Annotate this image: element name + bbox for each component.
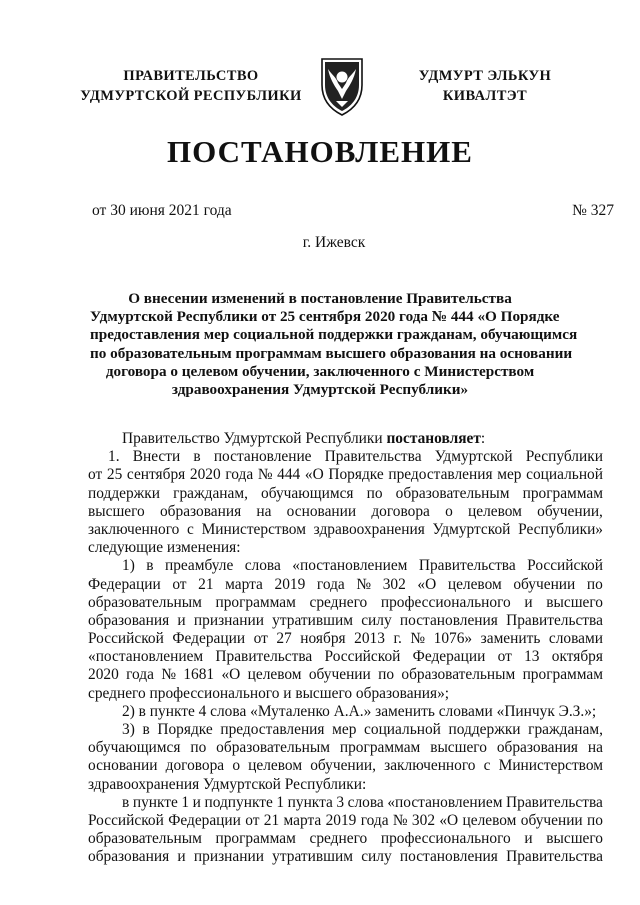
body-word: здравоохранения [313, 520, 425, 538]
body-line [88, 648, 603, 666]
body-word: 1681 [183, 666, 215, 684]
body-word: «постановлением [88, 648, 204, 666]
body-word: утратившим [272, 611, 353, 629]
body-line [88, 794, 603, 812]
body-word: Федерации [88, 575, 161, 593]
body-line [88, 485, 603, 503]
body-word: целевом [248, 757, 303, 775]
body-word: от [497, 648, 512, 666]
body-word: в [146, 557, 154, 575]
body-word: Министерством [201, 520, 306, 538]
body-word: 302 [411, 811, 436, 829]
body-word: основании [286, 502, 357, 520]
body-word: профессионального [380, 830, 511, 848]
body-word: обучении [513, 575, 576, 593]
body-word: 2020 [88, 666, 119, 684]
body-word: целевом [447, 575, 502, 593]
body-word: и [177, 611, 186, 629]
body-word: 2020 [189, 466, 221, 484]
body-word: подпункте [204, 793, 273, 811]
issuer-line-2: УДМУРТСКОЙ РЕСПУБЛИКИ [80, 88, 302, 104]
issuer-name-udmurt [385, 66, 585, 106]
body-word: сентября [126, 466, 186, 484]
body-word: 21 [263, 811, 280, 829]
body-line [88, 739, 603, 757]
body-word: в [122, 793, 130, 811]
body-word: 3 [336, 793, 345, 811]
body-word: года [225, 466, 254, 484]
body-word: программам [522, 666, 603, 684]
body-word: Российской [324, 648, 401, 666]
body-word: и [192, 793, 201, 811]
body-line [88, 666, 603, 684]
body-word: признании [193, 611, 264, 629]
body-word: обучающимся [261, 484, 354, 502]
body-word: Правительства [324, 448, 422, 466]
body-word: Порядке [157, 721, 213, 738]
body-word: Федерации [168, 811, 241, 829]
body-word: образовательным [88, 593, 202, 611]
body-word: Удмуртской [434, 448, 513, 466]
body-word: высшего [430, 739, 487, 757]
body-word: социальной [364, 721, 441, 738]
body-word: мер [332, 721, 357, 738]
preamble-text: Правительство Удмуртской Республики [122, 430, 387, 447]
body-word: обучении [308, 666, 371, 684]
body-word: обучающимся [88, 739, 181, 757]
title-line: по образовательным программам высшего образования на основании [90, 344, 573, 362]
body-word: 13 [524, 648, 540, 666]
body-word: высшего [88, 502, 145, 520]
body-word: предоставления [388, 466, 493, 484]
body-word: Федерации [412, 648, 486, 666]
body-line [88, 594, 603, 612]
body-word: 3) [122, 721, 135, 738]
body-word: пункте [132, 793, 178, 811]
body-word: обучении, [310, 757, 376, 775]
title-line: О внесении изменений в постановление Правительства [128, 290, 512, 307]
body-word: силу [361, 611, 392, 629]
body-word: в [142, 721, 150, 738]
body-word: 1076» [433, 630, 473, 648]
body-word: основании [88, 757, 158, 775]
body-word: 1 [181, 793, 190, 811]
title-line: Удмуртской Республики от 25 сентября 2020 года № 444 «О Порядке [90, 308, 560, 326]
body-line [88, 830, 603, 848]
body-word: пункта [287, 793, 333, 811]
body-word: образования [159, 502, 242, 520]
body-word: 21 [198, 575, 214, 593]
body-line [88, 685, 603, 703]
body-word: обучении [520, 811, 583, 829]
body-word: целевом [247, 666, 302, 684]
body-line [88, 812, 603, 830]
body-word: постановление [213, 448, 312, 466]
body-word: постановления [399, 848, 498, 866]
body-word: ноября [300, 630, 346, 648]
title-line: договора о целевом обучении, заключенного с Министерством [105, 362, 535, 380]
body-word: обучении, [537, 502, 603, 520]
body-word: «О [439, 811, 459, 829]
body-word: «постановлением [387, 793, 503, 811]
body-word: силу [361, 848, 392, 866]
body-line [88, 448, 603, 466]
body-word: слова [347, 793, 384, 811]
body-word: Министерством [498, 757, 603, 775]
preamble-end: : [480, 430, 486, 447]
body-word: года [126, 666, 154, 684]
body-word: образования [496, 739, 579, 757]
body-word: Российской [527, 557, 603, 575]
body-word: октября [551, 648, 603, 666]
body-word: целевом [462, 811, 517, 829]
issuer-udmurt-line-1: УДМУРТ ЭЛЬКУН [418, 68, 552, 84]
body-word: по [366, 484, 383, 502]
body-word: с [187, 520, 194, 538]
body-word: программам [339, 739, 421, 757]
body-word: о [232, 757, 241, 775]
body-word: г. [393, 630, 402, 648]
issuer-udmurt-line-2: КИВАЛТЭТ [442, 88, 528, 104]
body-word: № [392, 811, 408, 829]
body-word: 444 [277, 466, 301, 484]
body-word: договора [165, 757, 225, 775]
body-word: 2019 [325, 811, 357, 829]
document-body [88, 430, 603, 867]
body-word: образовательным [401, 666, 516, 684]
document-date: от 30 июня 2021 года [92, 202, 232, 219]
body-word: Правительства [506, 611, 603, 629]
body-line [88, 776, 603, 794]
body-word: заменить [480, 630, 541, 648]
body-line [88, 721, 603, 739]
body-word: поддержки [448, 721, 521, 738]
body-word: о [445, 502, 453, 520]
body-word: договора [371, 502, 430, 520]
body-word: «О [221, 666, 241, 684]
document-number: № 327 [572, 202, 614, 219]
body-word: Правительства [506, 848, 603, 866]
body-word: № [356, 575, 372, 593]
body-word: марта [225, 575, 263, 593]
body-word: заключенного [384, 757, 476, 775]
body-word: Республики» [518, 520, 603, 538]
body-word: Российской [88, 630, 164, 648]
issuer-name-russian [66, 66, 316, 106]
body-word: от [245, 811, 260, 829]
body-word: 1 [276, 793, 285, 811]
body-word: мер [497, 466, 522, 484]
body-word: и [524, 830, 533, 848]
body-word: признании [193, 848, 264, 866]
body-word: по [586, 575, 603, 593]
body-word: Федерации [172, 630, 246, 648]
body-word: 1. [108, 448, 120, 466]
body-word: словами [548, 630, 603, 648]
body-line [88, 466, 603, 484]
document-type-heading: ПОСТАНОВЛЕНИЕ [167, 134, 473, 169]
body-word: образования [88, 848, 170, 866]
body-word: слова [244, 557, 281, 575]
body-line [88, 557, 603, 575]
body-word: образовательным [88, 830, 202, 848]
body-line-text: здравоохранения Удмуртской Республики: [88, 775, 367, 793]
body-word: Удмуртской [432, 520, 511, 538]
body-word: высшего [546, 593, 603, 611]
body-line [88, 630, 603, 648]
body-line [88, 757, 603, 775]
body-word: заключенного [88, 520, 180, 538]
body-word: предоставления [220, 721, 325, 738]
body-word: социальной [526, 466, 603, 484]
body-word: по [587, 811, 603, 829]
body-word: № [161, 666, 176, 684]
body-word: и [524, 593, 533, 611]
body-line [88, 503, 603, 521]
body-word: программам [215, 593, 296, 611]
body-word: постановления [399, 611, 498, 629]
body-word: гражданам, [173, 484, 248, 502]
body-word: в [193, 448, 201, 466]
body-line-text: среднего профессионального и высшего образования»; [88, 684, 450, 702]
body-word: марта [283, 811, 322, 829]
body-word: по [190, 739, 207, 757]
body-word: программам [215, 830, 296, 848]
body-word: образовательным [395, 484, 510, 502]
body-word: года [316, 575, 345, 593]
body-word: образования [88, 611, 170, 629]
body-word: с [483, 757, 491, 775]
body-word: Российской [88, 811, 164, 829]
body-word: № [257, 466, 273, 484]
body-line [88, 539, 603, 557]
body-word: «О [417, 575, 437, 593]
body-word: Внести [132, 448, 181, 466]
body-word: на [256, 502, 272, 520]
body-line [88, 612, 603, 630]
body-line [88, 848, 603, 866]
body-word: Правительства [506, 793, 603, 811]
body-word: среднего [309, 593, 368, 611]
issuer-line-1: ПРАВИТЕЛЬСТВО [123, 68, 259, 84]
body-word: от [172, 575, 187, 593]
document-city: г. Ижевск [302, 234, 366, 251]
body-word: Республики [525, 448, 603, 466]
title-line: здравоохранения Удмуртской Республики» [171, 381, 469, 399]
body-word: 2019 [274, 575, 306, 593]
body-word: 25 [106, 466, 123, 484]
body-word: года [360, 811, 389, 829]
body-line [88, 703, 603, 721]
body-word: «постановлением [292, 557, 408, 575]
body-word: от [253, 630, 268, 648]
body-word: Правительства [418, 557, 516, 575]
body-word: № [410, 630, 426, 648]
body-word: по [378, 666, 395, 684]
title-line: предоставления мер социальной поддержки гражданам, обучающимся [90, 326, 578, 344]
body-lines [88, 448, 603, 866]
body-word: 2013 [354, 630, 385, 648]
body-line [88, 521, 603, 539]
body-word: высшего [546, 830, 603, 848]
preamble-verb: постановляет [386, 430, 481, 447]
body-word: целевом [468, 502, 522, 520]
body-word: преамбуле [164, 557, 234, 575]
body-word: «О [304, 466, 324, 484]
body-word: программам [522, 484, 603, 502]
body-word: образовательным [216, 739, 330, 757]
body-word: Правительства [215, 648, 313, 666]
body-word: профессионального [380, 593, 511, 611]
body-line-text: следующие изменения: [88, 539, 241, 557]
udmurt-coat-of-arms-icon [318, 55, 366, 117]
body-word: поддержки [88, 484, 161, 502]
preamble-line [88, 430, 603, 448]
document-title [90, 290, 578, 399]
body-line-text: 2) в пункте 4 слова «Муталенко А.А.» заменить словами «Пинчук Э.З.»; [122, 702, 597, 720]
body-word: 1) [122, 557, 135, 575]
body-line [88, 576, 603, 594]
body-word: 302 [382, 575, 406, 593]
body-word: утратившим [272, 848, 353, 866]
body-word: на [587, 739, 603, 757]
body-word: 27 [276, 630, 292, 648]
body-word: гражданам, [528, 721, 603, 738]
body-word: от [88, 466, 103, 484]
body-word: и [177, 848, 186, 866]
body-word: Порядке [328, 466, 384, 484]
body-word: среднего [309, 830, 368, 848]
